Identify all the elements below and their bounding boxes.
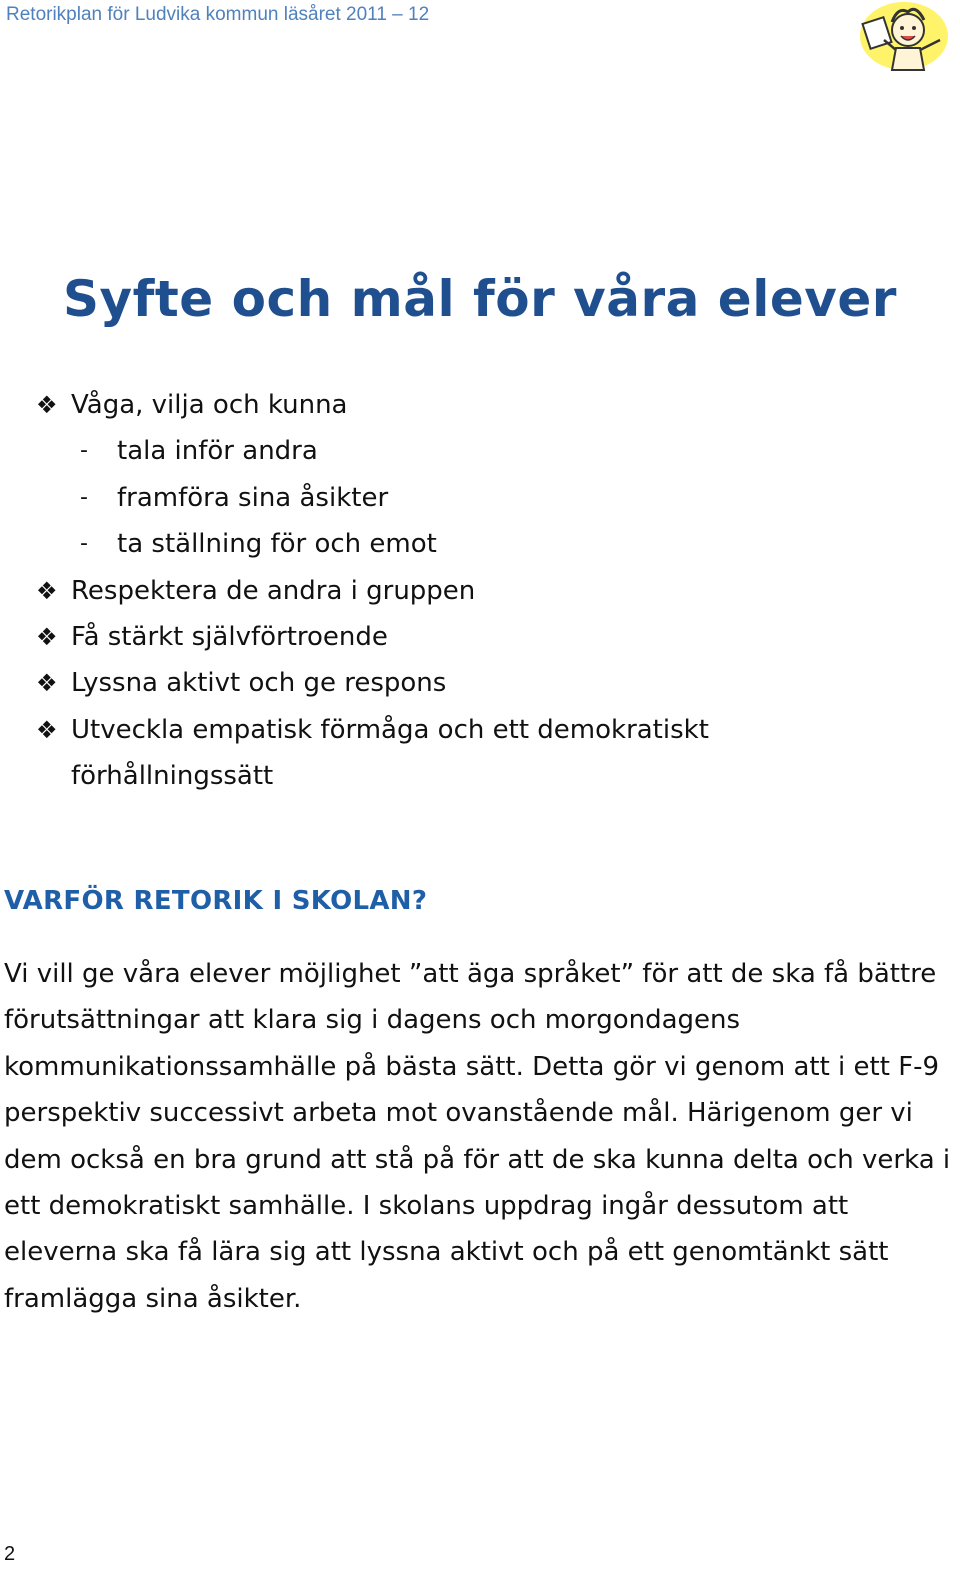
cartoon-presenter-icon: [858, 0, 950, 72]
list-item: [36, 707, 916, 753]
running-header: Retorikplan för Ludvika kommun läsåret 2011 – 12: [6, 4, 430, 25]
goal-subtext: framföra sina åsikter: [117, 482, 389, 513]
goal-subtext: ta ställning för och emot: [117, 529, 437, 560]
page-number: 2: [4, 1543, 16, 1565]
goal-text: Få stärkt självförtroende: [71, 622, 388, 653]
goal-text: Respektera de andra i gruppen: [71, 575, 476, 606]
bullet-icon: ❖: [36, 576, 58, 605]
goals-list: [36, 382, 916, 800]
goal-text: Våga, vilja och kunna: [71, 390, 348, 420]
dash-bullet: -: [80, 484, 88, 510]
list-item: [36, 660, 916, 706]
goal-subtext: tala inför andra: [117, 436, 318, 467]
bullet-icon: ❖: [36, 715, 58, 744]
body-paragraph: Vi vill ge våra elever möjlighet ”att äga språket” för att de ska få bättre förutsättningar att klara sig i dagens och morgondagens kommunikationssamhälle på bästa sätt. Detta gör vi genom att i ett F-9 perspektiv successivt arbeta mot ovanstående mål. Härigenom ger vi dem också en bra grund att stå på för att de ska kunna delta och verka i ett demokratiskt samhälle. I skolans uppdrag ingår dessutom att eleverna ska få lära sig att lyssna aktivt och på ett genomtänkt sätt framlägga sina åsikter.: [4, 959, 951, 1314]
list-item: [36, 475, 916, 521]
dash-bullet: -: [80, 531, 88, 557]
section-heading: VARFÖR RETORIK I SKOLAN?: [4, 886, 428, 916]
dash-bullet: -: [80, 438, 88, 464]
goal-text: Lyssna aktivt och ge respons: [71, 668, 447, 699]
bullet-icon: ❖: [36, 623, 58, 652]
page-title: Syfte och mål för våra elever: [63, 270, 897, 328]
list-item: [36, 521, 916, 567]
list-item: [36, 568, 916, 614]
goal-text: Utveckla empatisk förmåga och ett demokratiskt: [71, 714, 709, 745]
list-item: [36, 382, 916, 428]
list-item: [36, 428, 916, 474]
bullet-icon: ❖: [36, 669, 58, 698]
list-item: [36, 614, 916, 660]
goal-text: förhållningssätt: [71, 761, 274, 792]
list-item-continuation: [36, 753, 916, 799]
bullet-icon: ❖: [36, 391, 58, 419]
